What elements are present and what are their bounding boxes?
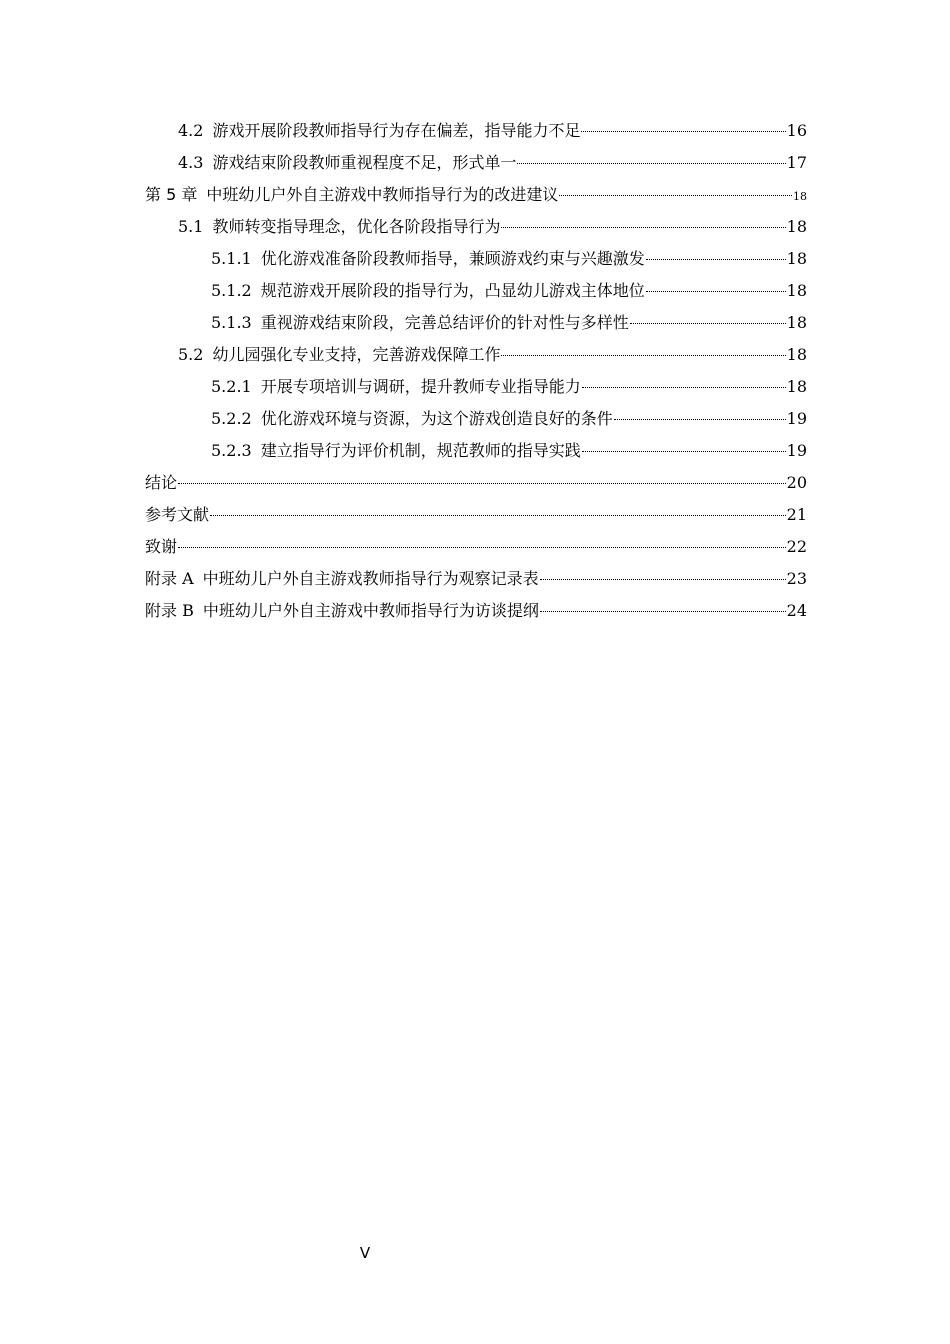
- toc-entry-acknowledgements[interactable]: [0, 531, 950, 563]
- toc-entry-number: 5.1.1: [211, 249, 252, 268]
- toc-entry-page: 20: [786, 473, 807, 492]
- toc-entry-page: 18: [786, 313, 807, 332]
- toc-entry-page: 18: [793, 190, 807, 203]
- toc-entry-page: 23: [786, 569, 807, 588]
- toc-entry-title: 中班幼儿户外自主游戏中教师指导行为的改进建议: [206, 185, 559, 204]
- toc-entry-5-2-3[interactable]: [0, 435, 950, 467]
- dot-leader: [178, 483, 786, 484]
- toc-entry-title: 建立指导行为评价机制，规范教师的指导实践: [260, 441, 581, 460]
- toc-entry-title: 中班幼儿户外自主游戏中教师指导行为访谈提纲: [202, 601, 539, 620]
- toc-entry-page: 18: [786, 377, 807, 396]
- dot-leader: [178, 547, 786, 548]
- toc-entry-title: 优化游戏准备阶段教师指导，兼顾游戏约束与兴趣激发: [260, 249, 645, 268]
- toc-entry-page: 19: [786, 409, 807, 428]
- toc-entry-5-1-2[interactable]: [0, 275, 950, 307]
- toc-entry-title: 致谢: [145, 537, 178, 556]
- toc-entry-title: 幼儿园强化专业支持，完善游戏保障工作: [212, 345, 501, 364]
- toc-entry-page: 24: [786, 601, 807, 620]
- toc-entry-number: 4.3: [178, 153, 204, 172]
- dot-leader: [646, 291, 786, 292]
- toc-entry-page: 22: [786, 537, 807, 556]
- toc-entry-number: 5.1.2: [211, 281, 252, 300]
- toc-entry-title: 游戏结束阶段教师重视程度不足，形式单一: [212, 153, 517, 172]
- toc-entry-title: 中班幼儿户外自主游戏教师指导行为观察记录表: [202, 569, 539, 588]
- toc-entry-4-2[interactable]: [0, 115, 950, 147]
- toc-entry-appendix-a[interactable]: [0, 563, 950, 595]
- toc-entry-5-2-2[interactable]: [0, 403, 950, 435]
- toc-entry-number: 5.2: [178, 345, 204, 364]
- toc-entry-page: 21: [786, 505, 807, 524]
- toc-entry-page: 17: [786, 153, 807, 172]
- dot-leader: [540, 579, 786, 580]
- toc-entry-number: 5.2.1: [211, 377, 252, 396]
- toc-entry-page: 18: [786, 217, 807, 236]
- toc-entry-title: 参考文献: [145, 505, 210, 524]
- toc-entry-page: 18: [786, 345, 807, 364]
- dot-leader: [210, 515, 786, 516]
- toc-entry-chapter-5[interactable]: [0, 179, 950, 211]
- toc-entry-title: 结论: [145, 473, 178, 492]
- dot-leader: [582, 451, 786, 452]
- toc-entry-title: 开展专项培训与调研，提升教师专业指导能力: [260, 377, 581, 396]
- toc-entry-conclusion[interactable]: [0, 467, 950, 499]
- dot-leader: [614, 419, 786, 420]
- dot-leader: [646, 259, 786, 260]
- toc-entry-title: 规范游戏开展阶段的指导行为，凸显幼儿游戏主体地位: [260, 281, 645, 300]
- toc-entry-title: 优化游戏环境与资源，为这个游戏创造良好的条件: [260, 409, 613, 428]
- toc-entry-appendix-b[interactable]: [0, 595, 950, 627]
- dot-leader: [582, 387, 786, 388]
- toc-entry-5-1[interactable]: [0, 211, 950, 243]
- toc-entry-5-2[interactable]: [0, 339, 950, 371]
- toc-entry-title: 游戏开展阶段教师指导行为存在偏差，指导能力不足: [212, 121, 581, 140]
- table-of-contents: [0, 115, 950, 627]
- toc-entry-page: 19: [786, 441, 807, 460]
- toc-entry-page: 16: [786, 121, 807, 140]
- dot-leader: [540, 611, 786, 612]
- toc-entry-number: 附录 B: [145, 601, 194, 620]
- dot-leader: [630, 323, 786, 324]
- toc-entry-number: 5.1: [178, 217, 204, 236]
- dot-leader: [501, 355, 785, 356]
- page-number: V: [359, 1244, 371, 1262]
- toc-entry-number: 5.2.3: [211, 441, 252, 460]
- toc-entry-5-1-3[interactable]: [0, 307, 950, 339]
- toc-entry-number: 4.2: [178, 121, 204, 140]
- dot-leader: [501, 227, 785, 228]
- dot-leader: [517, 163, 785, 164]
- dot-leader: [581, 131, 785, 132]
- toc-entry-number: 附录 A: [145, 569, 194, 588]
- toc-entry-page: 18: [786, 281, 807, 300]
- toc-entry-number: 5.1.3: [211, 313, 252, 332]
- toc-entry-number: 5.2.2: [211, 409, 252, 428]
- toc-entry-page: 18: [786, 249, 807, 268]
- toc-entry-references[interactable]: [0, 499, 950, 531]
- toc-entry-title: 教师转变指导理念，优化各阶段指导行为: [212, 217, 501, 236]
- toc-entry-title: 重视游戏结束阶段，完善总结评价的针对性与多样性: [260, 313, 629, 332]
- toc-entry-5-2-1[interactable]: [0, 371, 950, 403]
- toc-entry-number: 第 5 章: [145, 185, 198, 204]
- dot-leader: [559, 195, 792, 196]
- toc-entry-5-1-1[interactable]: [0, 243, 950, 275]
- toc-entry-4-3[interactable]: [0, 147, 950, 179]
